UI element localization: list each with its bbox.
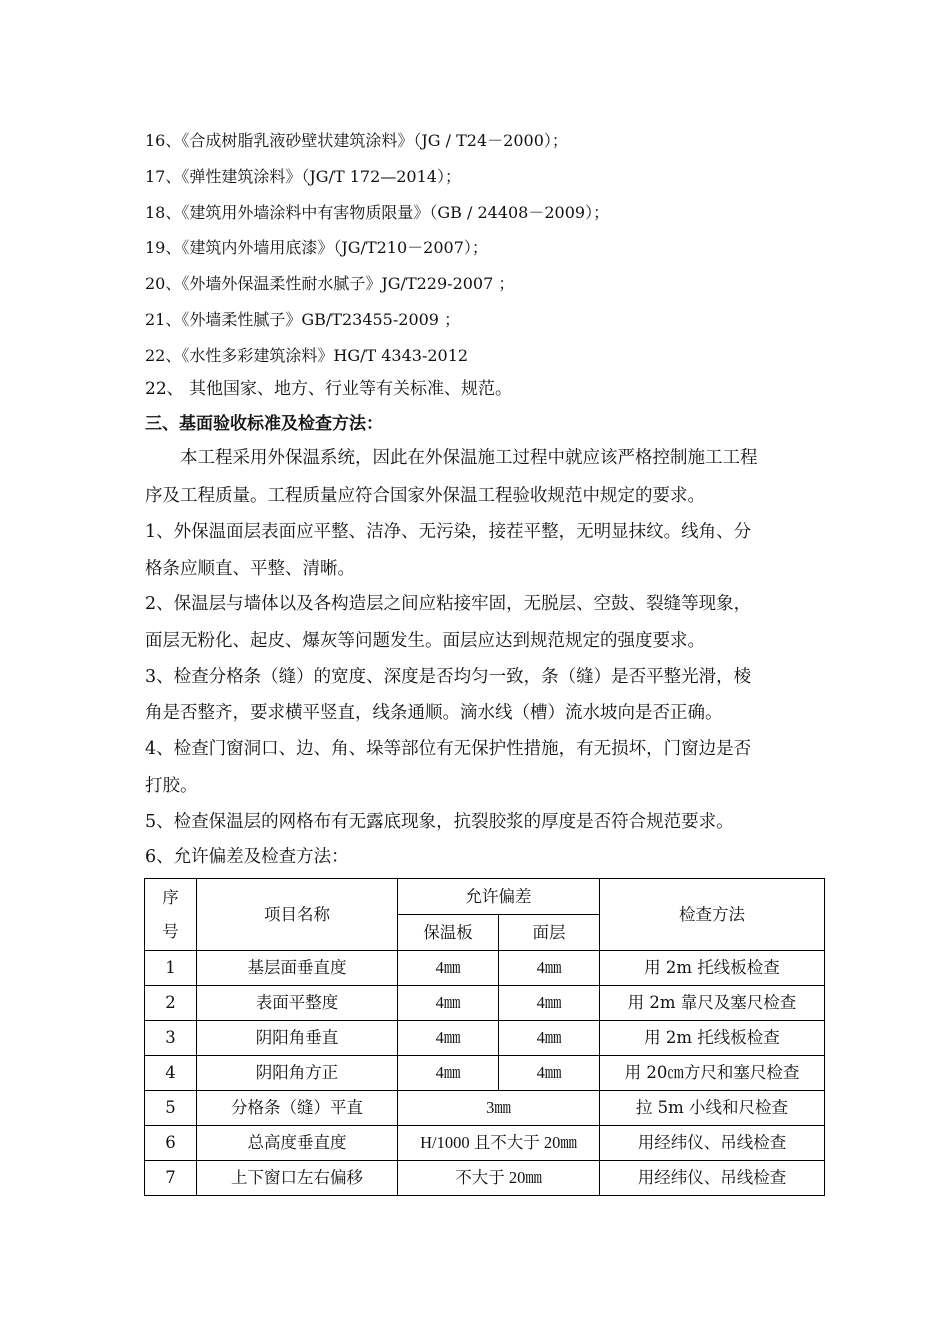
paragraph-item-1-line-2: 格条应顺直、平整、清晰。 xyxy=(145,559,355,579)
paragraph-item-3-line-2: 角是否整齐，要求横平竖直，线条通顺。滴水线（槽）流水坡向是否正确。 xyxy=(145,703,723,723)
table-row xyxy=(145,1056,825,1091)
paragraph-item-3-line-1: 3、检查分格条（缝）的宽度、深度是否均匀一致，条（缝）是否平整光滑，棱 xyxy=(145,667,752,687)
row-item: 表面平整度 xyxy=(197,986,398,1021)
standard-item-18: 18、《建筑用外墙涂料中有害物质限量》（GB / 24408－2009）； xyxy=(145,203,610,222)
header-item: 项目名称 xyxy=(197,879,398,951)
paragraph-item-2-line-2: 面层无粉化、起皮、爆灰等问题发生。面层应达到规范规定的强度要求。 xyxy=(145,631,705,651)
paragraph-intro-line-2: 序及工程质量。工程质量应符合国家外保温工程验收规范中规定的要求。 xyxy=(145,486,705,506)
row-surface-tolerance: 4㎜ xyxy=(499,986,600,1021)
paragraph-intro-line-1: 本工程采用外保温系统，因此在外保温施工过程中就应该严格控制施工工程 xyxy=(180,448,758,468)
header-seq xyxy=(145,879,197,951)
header-board: 保温板 xyxy=(398,915,499,951)
paragraph-item-4-line-1: 4、检查门窗洞口、边、角、垛等部位有无保护性措施，有无损坏，门窗边是否 xyxy=(145,739,752,759)
tolerance-table xyxy=(144,878,825,1196)
row-item: 分格条（缝）平直 xyxy=(197,1091,398,1126)
row-merged-tolerance: 不大于 20㎜ xyxy=(398,1161,600,1196)
table-row xyxy=(145,1126,825,1161)
row-number: 4 xyxy=(145,1056,197,1091)
row-number: 2 xyxy=(145,986,197,1021)
standard-item-17: 17、《弹性建筑涂料》（JG/T 172—2014）； xyxy=(145,167,461,186)
row-method: 用 2m 靠尺及塞尺检查 xyxy=(600,986,825,1021)
row-item: 阴阳角垂直 xyxy=(197,1021,398,1056)
standard-item-other: 22、 其他国家、地方、行业等有关标准、规范。 xyxy=(145,379,513,399)
header-seq-top: 序 xyxy=(162,887,179,907)
row-method: 用经纬仪、吊线检查 xyxy=(600,1126,825,1161)
standard-item-21: 21、《外墙柔性腻子》GB/T23455-2009 ； xyxy=(145,310,461,329)
row-number: 5 xyxy=(145,1091,197,1126)
paragraph-item-2-line-1: 2、保温层与墙体以及各构造层之间应粘接牢固，无脱层、空鼓、裂缝等现象， xyxy=(145,594,752,614)
row-board-tolerance: 4㎜ xyxy=(398,951,499,986)
row-number: 7 xyxy=(145,1161,197,1196)
row-method: 用 20㎝方尺和塞尺检查 xyxy=(600,1056,825,1091)
standard-item-22: 22、《水性多彩建筑涂料》HG/T 4343-2012 xyxy=(145,346,469,365)
row-number: 1 xyxy=(145,951,197,986)
row-method: 拉 5m 小线和尺检查 xyxy=(600,1091,825,1126)
table-row xyxy=(145,1161,825,1196)
paragraph-item-5: 5、检查保温层的网格布有无露底现象，抗裂胶浆的厚度是否符合规范要求。 xyxy=(145,812,734,832)
standard-item-19: 19、《建筑内外墙用底漆》（JG/T210－2007）； xyxy=(145,238,488,257)
row-board-tolerance: 4㎜ xyxy=(398,1056,499,1091)
row-merged-tolerance: H/1000 且不大于 20㎜ xyxy=(398,1126,600,1161)
row-method: 用 2m 托线板检查 xyxy=(600,951,825,986)
standard-item-16: 16、《合成树脂乳液砂壁状建筑涂料》（JG / T24－2000）； xyxy=(145,131,568,150)
row-number: 6 xyxy=(145,1126,197,1161)
standard-item-20: 20、《外墙外保温柔性耐水腻子》JG/T229-2007 ； xyxy=(145,274,515,293)
row-surface-tolerance: 4㎜ xyxy=(499,951,600,986)
header-surface: 面层 xyxy=(499,915,600,951)
row-item: 基层面垂直度 xyxy=(197,951,398,986)
table-row xyxy=(145,986,825,1021)
section-heading: 三、基面验收标准及检查方法： xyxy=(145,414,383,434)
row-method: 用 2m 托线板检查 xyxy=(600,1021,825,1056)
table-row xyxy=(145,1091,825,1126)
row-board-tolerance: 4㎜ xyxy=(398,986,499,1021)
paragraph-item-4-line-2: 打胶。 xyxy=(145,776,198,796)
row-number: 3 xyxy=(145,1021,197,1056)
row-item: 阴阳角方正 xyxy=(197,1056,398,1091)
row-item: 上下窗口左右偏移 xyxy=(197,1161,398,1196)
table-row xyxy=(145,1021,825,1056)
header-method: 检查方法 xyxy=(600,879,825,951)
row-merged-tolerance: 3㎜ xyxy=(398,1091,600,1126)
paragraph-item-1-line-1: 1、外保温面层表面应平整、洁净、无污染，接茬平整，无明显抹纹。线角、分 xyxy=(145,522,752,542)
row-item: 总高度垂直度 xyxy=(197,1126,398,1161)
header-tolerance: 允许偏差 xyxy=(398,879,600,915)
row-surface-tolerance: 4㎜ xyxy=(499,1021,600,1056)
row-surface-tolerance: 4㎜ xyxy=(499,1056,600,1091)
paragraph-item-6: 6、允许偏差及检查方法： xyxy=(145,847,349,867)
row-board-tolerance: 4㎜ xyxy=(398,1021,499,1056)
row-method: 用经纬仪、吊线检查 xyxy=(600,1161,825,1196)
table-row xyxy=(145,951,825,986)
header-seq-bottom: 号 xyxy=(162,921,179,941)
